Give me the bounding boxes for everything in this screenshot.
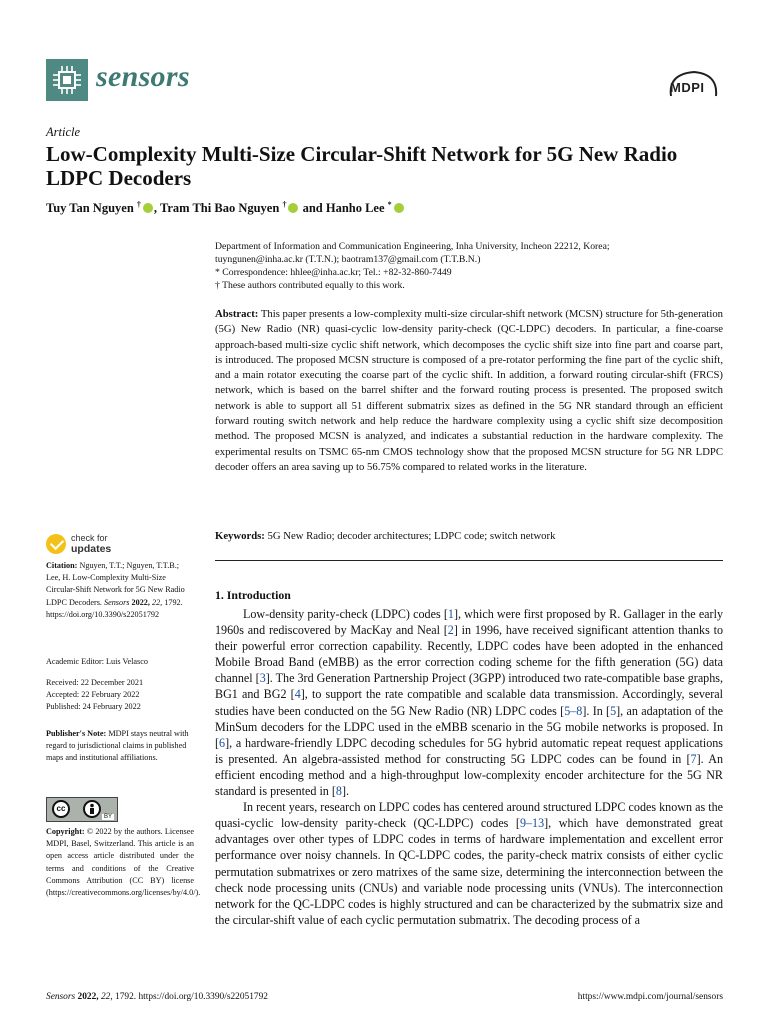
check-for-updates-button[interactable] <box>46 532 196 558</box>
affiliations <box>215 240 723 292</box>
correspondence-note: * Correspondence: hhlee@inha.ac.kr; Tel.: +82-32-860-7449 <box>215 267 452 278</box>
citation-link[interactable]: 5 <box>610 703 617 718</box>
copyright-label: Copyright: <box>46 827 85 836</box>
introduction-body <box>215 606 723 928</box>
abstract <box>215 307 723 475</box>
article-type: Article <box>46 125 81 139</box>
publisher-note-text: MDPI stays neutral with regard to jurisdictional claims in published maps and institutional affiliations. <box>46 729 189 763</box>
abstract-text: This paper presents a low-complexity multi-size circular-shift network (MCSN) structure for 5th-generation (5G) New Radio (NR) quasi-cyclic low-density parity-check (QC-LDPC) decoders. In particular, a fine-coarse approach-based multi-size cyclic shift network, which decomposes the cyclic shift size into fine part and coarse part, is introduced. The proposed MCSN structure is composed of a pre-rotator performing the fine part of the cyclic shift, and a main rotator executing the coarse part of the cyclic shift. In addition, a forward routing circular-shift (FRCS) network, which is based on the barrel shifter and the forward routing process is presented. The proposed switch network is able to support all 51 different submatrix sizes as defined in the 5G NR standard through an efficient forward routing switch network and help reduce the hardware complexity using a cyclic shift size decomposition method. The proposed MCSN is analyzed, and indicates a substantial reduction in the hardware complexity. The experimental results on TSMC 65-nm CMOS technology show that the proposed MCSN structure for 5G NR LDPC decoder offers an area saving up to 56.75% compared to related works in the literature. <box>215 308 724 473</box>
mdpi-logo[interactable] <box>666 70 722 102</box>
journal-name[interactable]: sensors <box>96 60 190 93</box>
citation-link[interactable]: 2 <box>447 623 454 638</box>
citation-link[interactable]: 1 <box>447 607 454 621</box>
keywords <box>215 529 723 544</box>
keywords-text: 5G New Radio; decoder architectures; LDPC code; switch network <box>267 530 556 542</box>
paragraph-text: ], an adaptation of the MinSum decoders for the LDPC used in the eMBB scenario in the 5G mobile networks is proposed. In [ <box>215 703 724 750</box>
citation-link[interactable]: 6 <box>219 735 226 750</box>
citation-link[interactable]: 5–8 <box>564 703 583 718</box>
citation-link[interactable]: 7 <box>690 751 697 766</box>
attribution-person-icon <box>83 800 101 818</box>
article-title: Low-Complexity Multi-Size Circular-Shift Network for 5G New Radio LDPC Decoders <box>46 142 678 190</box>
citation-link[interactable]: 8 <box>335 784 342 799</box>
footer-doi-link[interactable]: 1792. https://doi.org/10.3390/s22051792 <box>115 992 268 1002</box>
mdpi-logo-text: MDPI <box>670 80 705 95</box>
footer-journal-url[interactable]: https://www.mdpi.com/journal/sensors <box>577 992 723 1002</box>
affiliation-emails: tuyngunen@inha.ac.kr (T.T.N.); baotram137@gmail.com (T.T.B.N.) <box>215 254 481 265</box>
author-name: Tuy Tan Nguyen <box>46 201 134 216</box>
academic-editor: Academic Editor: Luis Velasco <box>46 657 148 666</box>
section-heading: 1. Introduction <box>215 588 291 602</box>
author-mark: † <box>282 200 287 209</box>
paragraph-text: ] in 1996, have received significant attention thanks to their powerful error correction capability. Recently, LDPC codes have been adopted in the enhanced Mobile Broad Band (eMBB) as the error correction coding scheme for the fifth generation (5G) data channel [ <box>215 623 723 686</box>
paragraph-text: ], to support the rate compatible and scalable data transmission. Accordingly, several studies have been conducted on the 5G New Radio (NR) LDPC codes [ <box>215 687 723 718</box>
author-name: Hanho Lee <box>325 201 385 216</box>
publisher-note <box>46 728 194 765</box>
cc-by-label: BY <box>103 814 112 820</box>
journal-logo-icon <box>46 59 88 101</box>
author-list <box>46 200 405 216</box>
paragraph-text: ], a hardware-friendly LDPC decoding schedules for 5G hybrid automatic repeat request applications is presented. An algebra-assisted method for constructing 5G LDPC codes can be found in [ <box>215 735 723 766</box>
keywords-label: Keywords: <box>215 530 265 542</box>
check-updates-line2: updates <box>71 543 112 555</box>
paragraph-text: ], which were first proposed by R. Gallager in the early 1960s and rediscovered by MacKay and Neal [ <box>215 607 723 638</box>
intro-paragraph <box>215 799 723 928</box>
citation-text: Nguyen, T.T.; Nguyen, T.T.B.; Lee, H. Low-Complexity Multi-Size Circular-Shift Network for 5G New Radio LDPC Decoders. <box>46 561 185 607</box>
citation-doi[interactable]: 1792. https://doi.org/10.3390/s22051792 <box>46 597 183 619</box>
check-updates-icon <box>46 534 66 554</box>
author-separator: , <box>153 201 158 216</box>
paragraph-text: ]. <box>341 784 350 799</box>
citation-link[interactable]: 9–13 <box>519 816 545 831</box>
orcid-icon[interactable] <box>288 203 298 213</box>
citation-block <box>46 560 194 621</box>
cc-by-license-badge[interactable] <box>46 797 118 822</box>
citation-link[interactable]: 4 <box>294 687 301 702</box>
intro-paragraph <box>215 606 723 799</box>
copyright-text: © 2022 by the authors. Licensee MDPI, Basel, Switzerland. This article is an open access article distributed under the terms and conditions of the Creative Commons Attribution (CC BY) license (https://creativecommons.org/licenses/by/4.0/). <box>46 827 201 898</box>
citation-link[interactable]: 3 <box>259 671 266 686</box>
footer-journal: Sensors <box>46 992 76 1002</box>
accepted-date: Accepted: 22 February 2022 <box>46 690 140 700</box>
equal-contribution-note: † These authors contributed equally to this work. <box>215 280 405 291</box>
paragraph-text: ]. The 3rd Generation Partnership Project (3GPP) introduced two rate-compatible base graphs, BG1 and BG2 [ <box>215 671 724 702</box>
publisher-note-label: Publisher's Note: <box>46 729 107 738</box>
section-divider <box>215 560 723 561</box>
paragraph-text: Low-density parity-check (LDPC) codes [ <box>243 607 448 621</box>
affiliation-line: Department of Information and Communication Engineering, Inha University, Incheon 22212, Korea; <box>215 241 610 252</box>
published-date: Published: 24 February 2022 <box>46 702 141 712</box>
orcid-icon[interactable] <box>394 203 404 213</box>
citation-year: 2022, <box>131 597 150 607</box>
publication-dates <box>46 677 194 714</box>
footer-year: 2022, <box>77 992 99 1002</box>
paragraph-text: ]. An efficient encoding method and a high-throughput low-complexity encoder architecture for the 5G NR standard is presented in [ <box>215 751 724 799</box>
paragraph-text: ], which have demonstrated great advantages over other types of LDPC codes in terms of hardware implementation and excellent error performance over noisy channels. In QC-LDPC codes, the parity-check matrix consists of either cyclic permutation submatrixes or zero matrixes of the same size, determining the interconnection between the check node processing units (CNUs) and variable node processing units (VNUs). The interconnection network for the QC-LDPC codes is highly structured and can be characterized by the submatrix size and the circular-shift value of each cyclic permutation submatrix. The decoding process of a <box>215 816 723 927</box>
citation-volume: 22, <box>151 597 163 607</box>
author-mark: † <box>136 200 141 209</box>
orcid-icon[interactable] <box>143 203 153 213</box>
copyright-notice <box>46 826 201 899</box>
check-updates-line1: check for <box>71 533 108 543</box>
footer-volume: 22, <box>100 992 113 1002</box>
paragraph-text: ]. In [ <box>582 703 611 718</box>
footer-citation <box>46 992 268 1002</box>
author-mark: * <box>387 200 392 209</box>
citation-label: Citation: <box>46 561 78 570</box>
cc-icon: cc <box>52 800 70 818</box>
abstract-label: Abstract: <box>215 308 259 320</box>
author-separator: and <box>302 201 323 216</box>
author-name: Tram Thi Bao Nguyen <box>159 201 280 216</box>
paragraph-text: In recent years, research on LDPC codes has centered around structured LDPC codes known as the quasi-cyclic low-density parity-check (QC-LDPC) codes [ <box>215 800 723 831</box>
received-date: Received: 22 December 2021 <box>46 678 144 687</box>
citation-journal: Sensors <box>103 597 130 607</box>
